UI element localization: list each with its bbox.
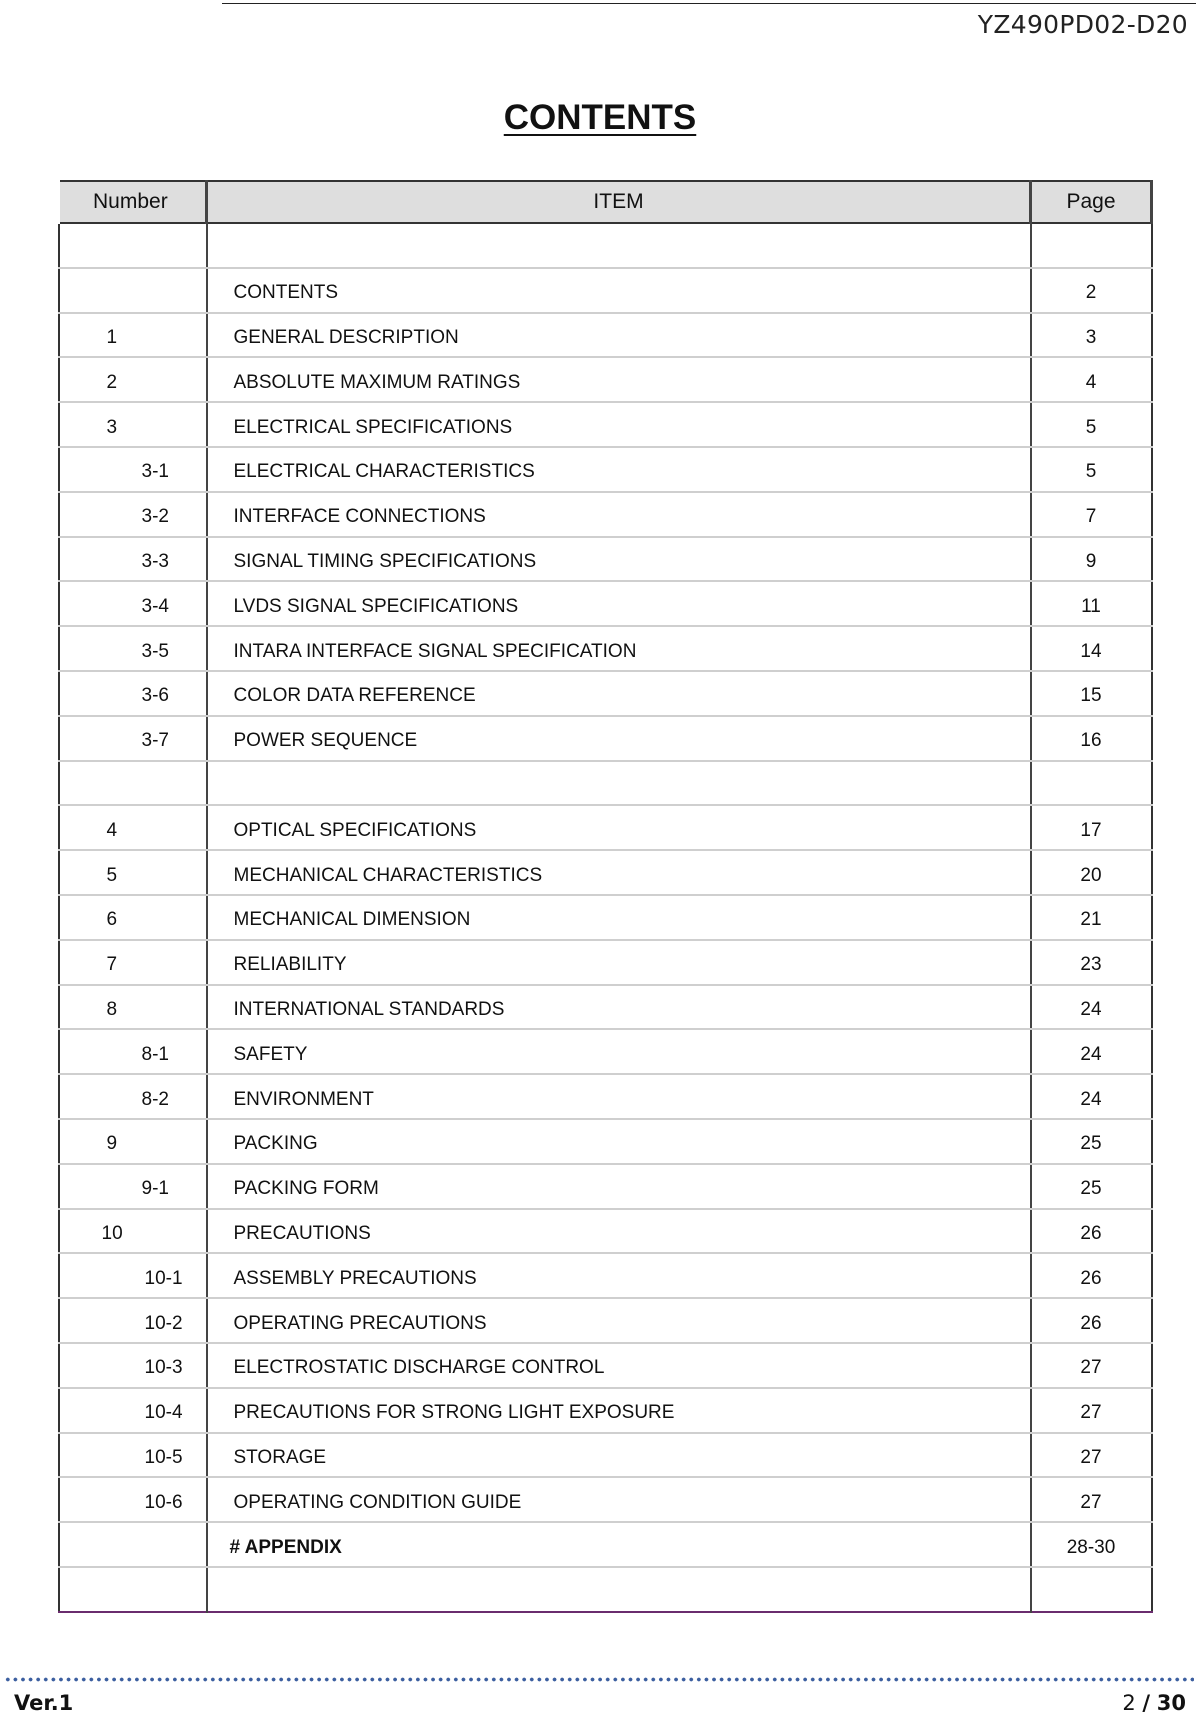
cell-item — [207, 223, 1031, 268]
section-number: 3-3 — [141, 550, 169, 572]
cell-item: INTERFACE CONNECTIONS — [207, 492, 1031, 537]
cell-page: 27 — [1031, 1477, 1152, 1522]
cell-number — [59, 985, 207, 1030]
cell-item: OPTICAL SPECIFICATIONS — [207, 805, 1031, 850]
cell-page: 23 — [1031, 940, 1152, 985]
cell-number — [59, 357, 207, 402]
cell-number — [59, 940, 207, 985]
cell-number — [59, 895, 207, 940]
table-row — [59, 985, 1152, 1030]
cell-page: 2 — [1031, 268, 1152, 313]
section-number: 6 — [106, 909, 118, 931]
cell-page: 25 — [1031, 1164, 1152, 1209]
table-row — [59, 1343, 1152, 1388]
section-number: 3-7 — [141, 730, 169, 752]
cell-number — [59, 850, 207, 895]
section-number: 3-5 — [141, 640, 169, 662]
table-row — [59, 581, 1152, 626]
cell-page: 5 — [1031, 402, 1152, 447]
footer-page-number — [1122, 1691, 1186, 1715]
cell-number — [59, 492, 207, 537]
cell-number — [59, 447, 207, 492]
section-number: 10-2 — [144, 1312, 183, 1334]
cell-page: 24 — [1031, 1074, 1152, 1119]
table-row — [59, 492, 1152, 537]
cell-page: 5 — [1031, 447, 1152, 492]
table-row — [59, 313, 1152, 358]
section-number: 10-5 — [144, 1446, 183, 1468]
section-number: 10-6 — [144, 1491, 183, 1513]
cell-number — [59, 805, 207, 850]
cell-number — [59, 1164, 207, 1209]
cell-item: COLOR DATA REFERENCE — [207, 671, 1031, 716]
cell-item: ABSOLUTE MAXIMUM RATINGS — [207, 357, 1031, 402]
footer-page-total: 30 — [1156, 1691, 1186, 1715]
cell-number — [59, 1433, 207, 1478]
header-rule — [222, 3, 1196, 4]
table-row — [59, 716, 1152, 761]
cell-number — [59, 1074, 207, 1119]
cell-page: 24 — [1031, 985, 1152, 1030]
cell-page: 27 — [1031, 1433, 1152, 1478]
table-row — [59, 268, 1152, 313]
table-row — [59, 1074, 1152, 1119]
table-row — [59, 761, 1152, 806]
section-number: 10 — [101, 1222, 123, 1244]
section-number: 2 — [106, 371, 118, 393]
contents-table-body — [59, 223, 1152, 1612]
cell-page: 28-30 — [1031, 1522, 1152, 1567]
cell-page: 16 — [1031, 716, 1152, 761]
cell-page: 25 — [1031, 1119, 1152, 1164]
cell-item: PRECAUTIONS — [207, 1209, 1031, 1254]
cell-page: 27 — [1031, 1343, 1152, 1388]
section-number: 9 — [106, 1133, 118, 1155]
table-row — [59, 1298, 1152, 1343]
cell-number — [59, 581, 207, 626]
cell-item: ENVIRONMENT — [207, 1074, 1031, 1119]
section-number: 3-6 — [141, 685, 169, 707]
cell-page — [1031, 223, 1152, 268]
table-row — [59, 1029, 1152, 1074]
cell-item: STORAGE — [207, 1433, 1031, 1478]
cell-number — [59, 1298, 207, 1343]
cell-page: 20 — [1031, 850, 1152, 895]
table-row — [59, 537, 1152, 582]
section-number: 8 — [106, 998, 118, 1020]
cell-item: # APPENDIX — [207, 1522, 1031, 1567]
section-number: 8-2 — [141, 1088, 169, 1110]
section-number: 1 — [106, 326, 118, 348]
cell-number — [59, 1567, 207, 1612]
column-header-item: ITEM — [207, 181, 1031, 223]
cell-number — [59, 1209, 207, 1254]
section-number: 9-1 — [141, 1178, 169, 1200]
table-row — [59, 626, 1152, 671]
cell-page — [1031, 761, 1152, 806]
cell-item: OPERATING PRECAUTIONS — [207, 1298, 1031, 1343]
cell-item: OPERATING CONDITION GUIDE — [207, 1477, 1031, 1522]
cell-item: INTERNATIONAL STANDARDS — [207, 985, 1031, 1030]
table-row — [59, 850, 1152, 895]
table-row — [59, 1164, 1152, 1209]
cell-number — [59, 1522, 207, 1567]
column-header-page: Page — [1031, 181, 1152, 223]
cell-number — [59, 1343, 207, 1388]
section-number: 3-4 — [141, 595, 169, 617]
table-row — [59, 1388, 1152, 1433]
section-number: 7 — [106, 954, 118, 976]
table-row — [59, 402, 1152, 447]
document-id: YZ490PD02-D20 — [977, 10, 1188, 39]
footer-version: Ver.1 — [14, 1691, 74, 1715]
table-header-row — [59, 181, 1152, 223]
cell-item: PACKING — [207, 1119, 1031, 1164]
cell-number — [59, 761, 207, 806]
cell-page: 26 — [1031, 1209, 1152, 1254]
section-number: 10-3 — [144, 1357, 183, 1379]
section-number: 3 — [106, 416, 118, 438]
cell-number — [59, 1029, 207, 1074]
section-number: 3-2 — [141, 506, 169, 528]
cell-number — [59, 1388, 207, 1433]
cell-item: MECHANICAL CHARACTERISTICS — [207, 850, 1031, 895]
section-number: 10-1 — [144, 1267, 183, 1289]
cell-item: ELECTRICAL CHARACTERISTICS — [207, 447, 1031, 492]
cell-item: SAFETY — [207, 1029, 1031, 1074]
cell-item: CONTENTS — [207, 268, 1031, 313]
cell-item: SIGNAL TIMING SPECIFICATIONS — [207, 537, 1031, 582]
cell-item: PACKING FORM — [207, 1164, 1031, 1209]
cell-number — [59, 671, 207, 716]
cell-item: POWER SEQUENCE — [207, 716, 1031, 761]
section-number: 5 — [106, 864, 118, 886]
footer-page-current: 2 — [1122, 1691, 1136, 1715]
footer-page-separator: / — [1142, 1691, 1151, 1715]
section-number: 10-4 — [144, 1402, 183, 1424]
table-row — [59, 357, 1152, 402]
section-number: 8-1 — [141, 1043, 169, 1065]
cell-page: 9 — [1031, 537, 1152, 582]
cell-number — [59, 1253, 207, 1298]
cell-page: 3 — [1031, 313, 1152, 358]
cell-number — [59, 537, 207, 582]
table-row — [59, 1119, 1152, 1164]
cell-page: 24 — [1031, 1029, 1152, 1074]
page-title — [0, 98, 1200, 138]
cell-page: 26 — [1031, 1298, 1152, 1343]
cell-item: ELECTRICAL SPECIFICATIONS — [207, 402, 1031, 447]
cell-item: GENERAL DESCRIPTION — [207, 313, 1031, 358]
table-row — [59, 223, 1152, 268]
cell-page: 26 — [1031, 1253, 1152, 1298]
cell-page: 27 — [1031, 1388, 1152, 1433]
table-row — [59, 1522, 1152, 1567]
column-header-number: Number — [59, 181, 207, 223]
page-title-text: CONTENTS — [503, 98, 697, 137]
cell-page: 4 — [1031, 357, 1152, 402]
cell-item — [207, 1567, 1031, 1612]
cell-item: ELECTROSTATIC DISCHARGE CONTROL — [207, 1343, 1031, 1388]
table-row — [59, 940, 1152, 985]
cell-page: 7 — [1031, 492, 1152, 537]
cell-page — [1031, 1567, 1152, 1612]
table-row — [59, 895, 1152, 940]
cell-number — [59, 626, 207, 671]
cell-number — [59, 223, 207, 268]
cell-page: 21 — [1031, 895, 1152, 940]
table-row — [59, 1567, 1152, 1612]
table-row — [59, 1253, 1152, 1298]
cell-item: LVDS SIGNAL SPECIFICATIONS — [207, 581, 1031, 626]
table-row — [59, 805, 1152, 850]
cell-page: 15 — [1031, 671, 1152, 716]
table-row — [59, 1209, 1152, 1254]
section-number: 3-1 — [141, 461, 169, 483]
cell-item: RELIABILITY — [207, 940, 1031, 985]
cell-item: MECHANICAL DIMENSION — [207, 895, 1031, 940]
table-row — [59, 671, 1152, 716]
cell-item: ASSEMBLY PRECAUTIONS — [207, 1253, 1031, 1298]
cell-item — [207, 761, 1031, 806]
cell-item: INTARA INTERFACE SIGNAL SPECIFICATION — [207, 626, 1031, 671]
cell-page: 17 — [1031, 805, 1152, 850]
cell-number — [59, 1477, 207, 1522]
table-row — [59, 447, 1152, 492]
table-row — [59, 1477, 1152, 1522]
cell-number — [59, 716, 207, 761]
cell-number — [59, 402, 207, 447]
footer-dotted-rule — [4, 1677, 1194, 1682]
cell-page: 11 — [1031, 581, 1152, 626]
cell-number — [59, 1119, 207, 1164]
table-row — [59, 1433, 1152, 1478]
cell-item: PRECAUTIONS FOR STRONG LIGHT EXPOSURE — [207, 1388, 1031, 1433]
cell-page: 14 — [1031, 626, 1152, 671]
section-number: 4 — [106, 819, 118, 841]
cell-number — [59, 268, 207, 313]
cell-number — [59, 313, 207, 358]
contents-table — [57, 180, 1153, 1613]
